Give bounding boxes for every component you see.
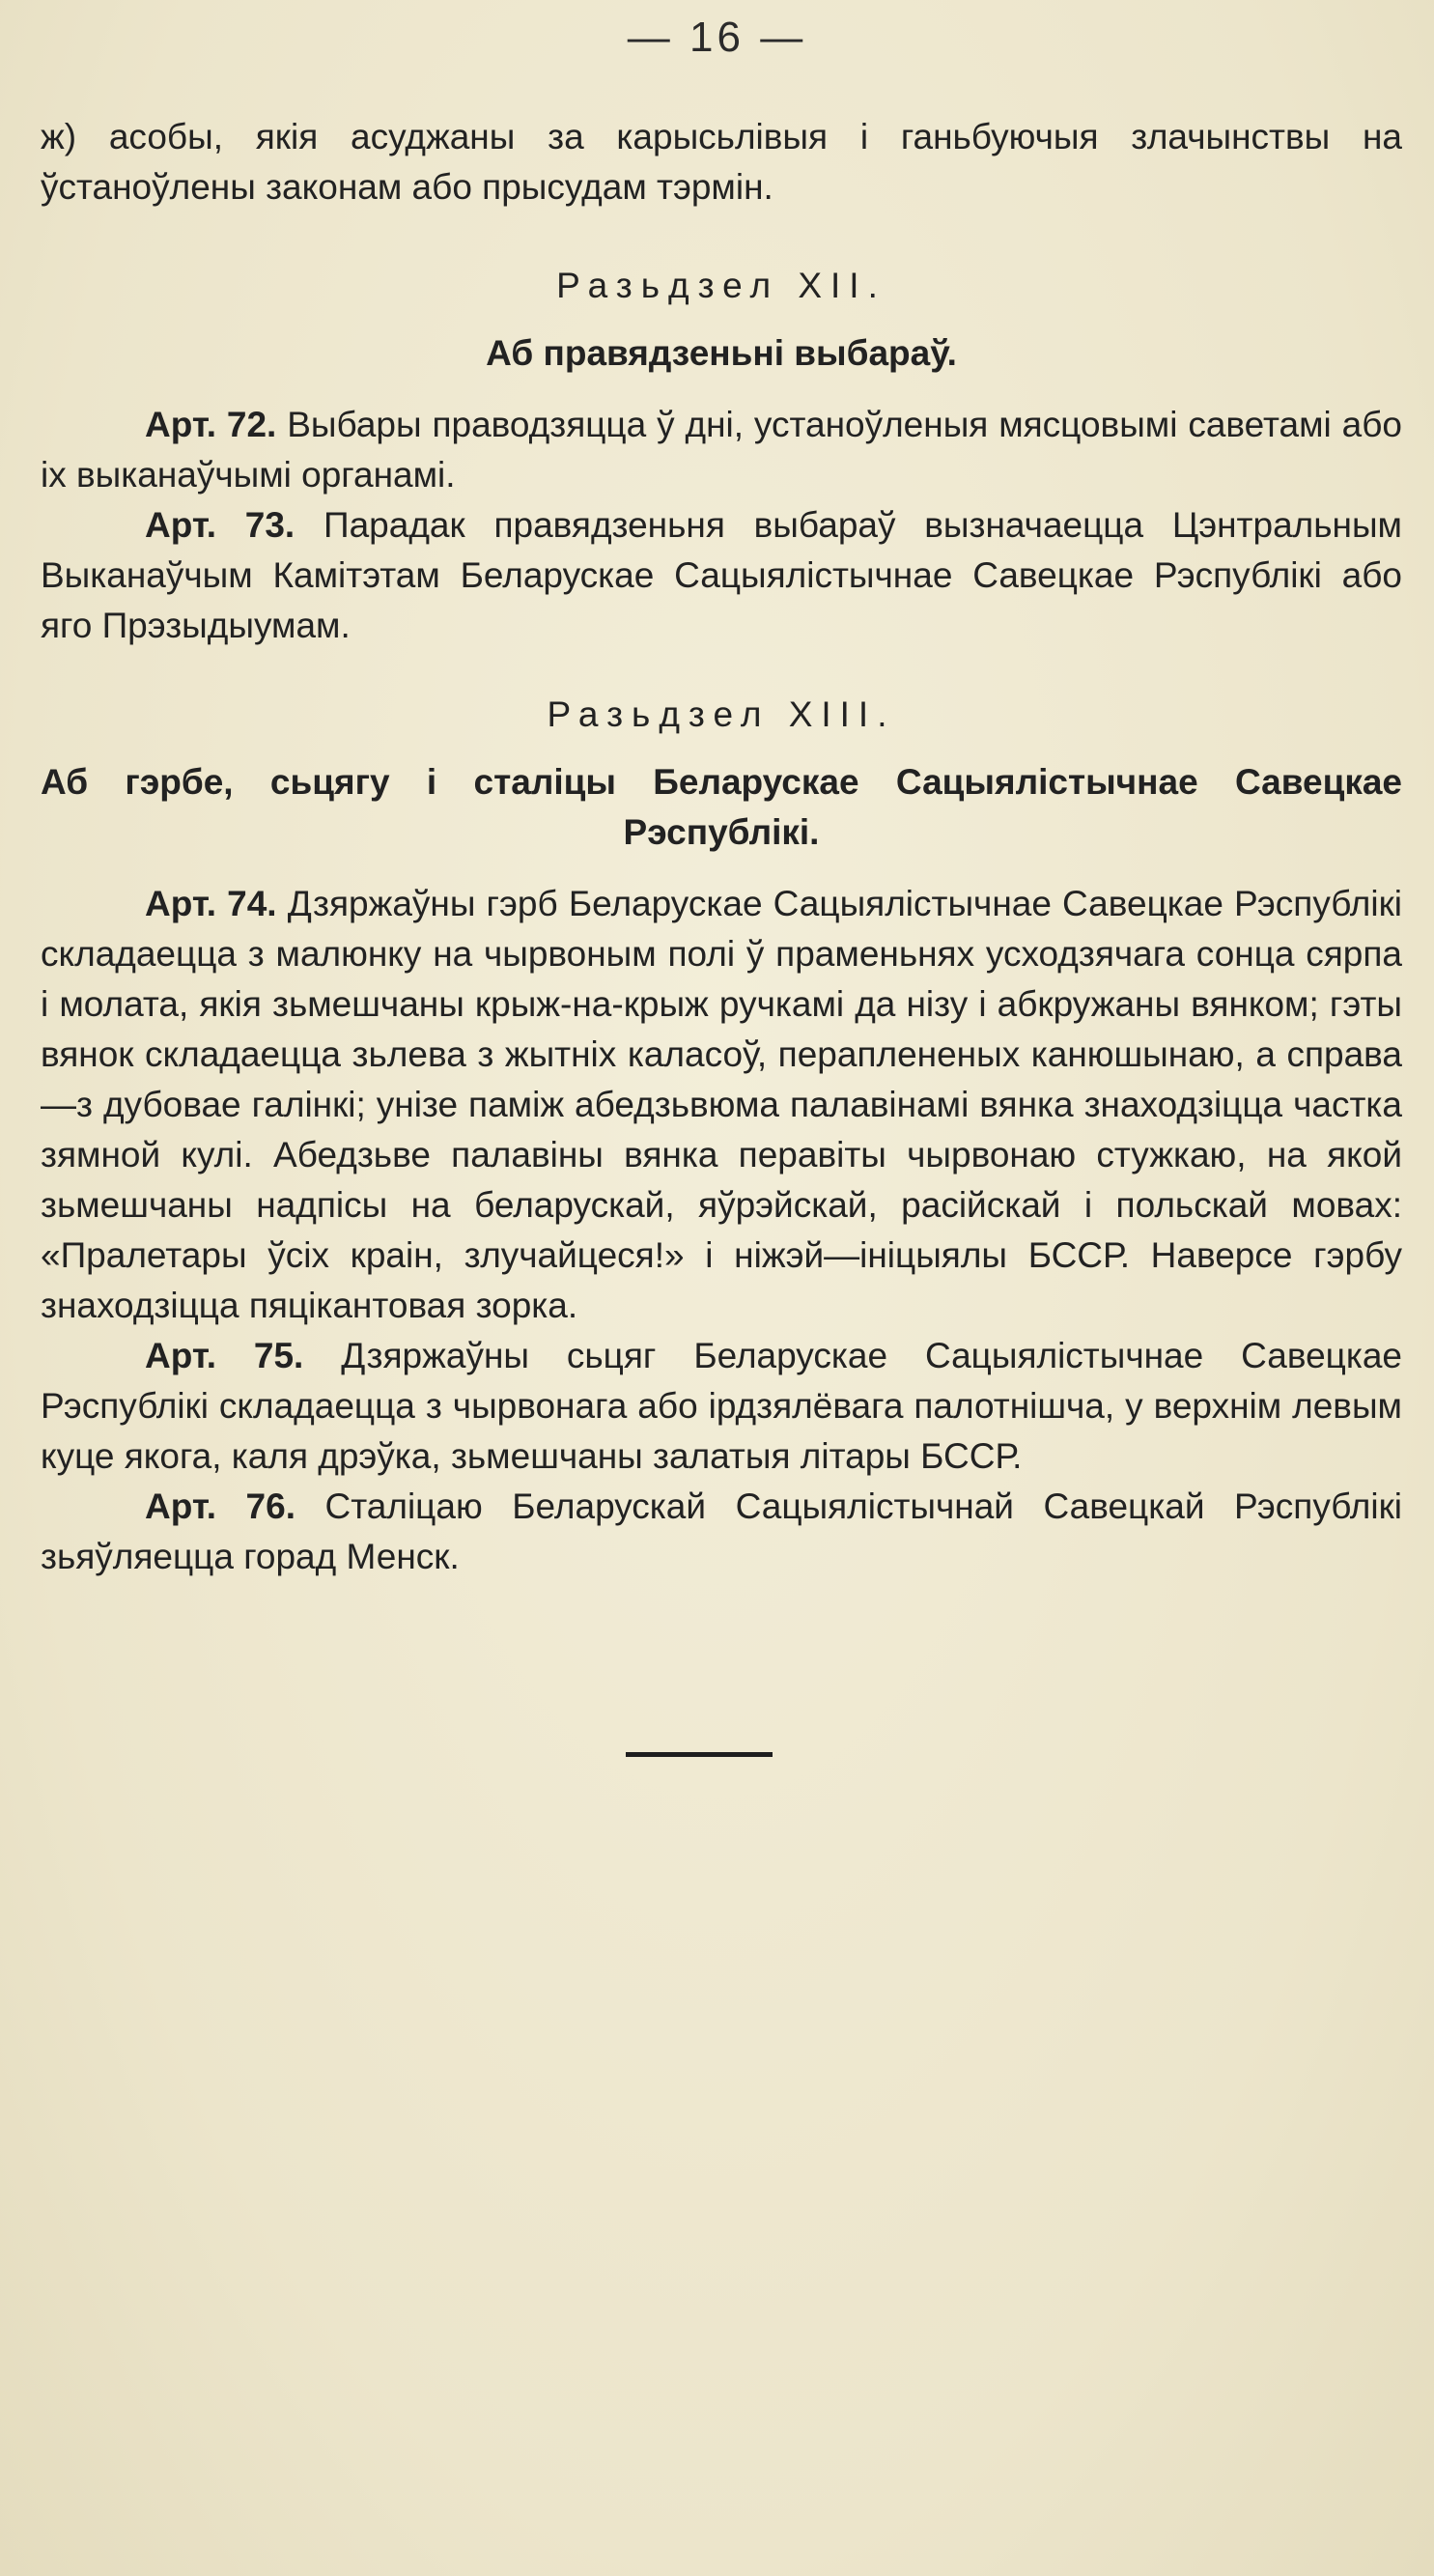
article-72-label: Арт. 72. <box>145 405 277 444</box>
article-76-text: Сталіцаю Беларускай Сацыялістычнай Савецкай Рэспублікі зьяўляецца горад Менск. <box>41 1486 1402 1576</box>
section-xii-title: Аб правядзеньні выбараў. <box>486 333 957 373</box>
article-73-text: Парадак правядзеньня выбараў вызначаецца Цэнтральным Выканаўчым Камітэтам Беларускае Сацыялістычнае Савецкае Рэспублікі або яго Прэзыдыумам. <box>41 505 1402 645</box>
article-74-label: Арт. 74. <box>145 884 277 923</box>
page-number: — 16 — <box>627 14 807 61</box>
article-74-text: Дзяржаўны гэрб Беларускае Сацыялістычнае Савецкае Рэспублікі складаецца з малюнку на чырвоным полі ў праменьнях усходзячага сонца сярпа і молата, якія зьмешчаны крыж-на-крыж ручкамі да нізу і абкружаны вянком; гэты вянок складаецца зьлева з жытніх каласоў, пераплененых канюшынаю, а справа—з дубовае галінкі; унізе паміж абедзьвюма палавінамі вянка знаходзіцца частка зямной кулі. Абедзьве палавіны вянка перавіты чырвонаю стужкаю, на якой зьмешчаны надпісы на беларускай, яўрэйскай, расійскай і польскай мовах: «Пралетары ўсіх краін, злучайцеся!» і ніжэй—ініцыялы БССР. Наверсе гэрбу знаходзіцца пяцікантовая зорка. <box>41 884 1403 1325</box>
article-73-label: Арт. 73. <box>145 505 295 545</box>
article-75 <box>41 1331 1402 1482</box>
article-76 <box>41 1482 1402 1582</box>
article-76-label: Арт. 76. <box>145 1486 295 1526</box>
document-body <box>41 112 1402 1582</box>
article-72-text: Выбары праводзяцца ў дні, устаноўленыя мясцовымі саветамі або іх выканаўчымі органамі. <box>41 405 1402 495</box>
article-72 <box>41 400 1402 500</box>
section-xii-heading: Разьдзел XII. <box>556 266 886 305</box>
article-73 <box>41 500 1402 651</box>
section-xiii-title: Аб гэрбе, сьцягу і сталіцы Беларускае Сацыялістычнае Савецкае Рэспублікі. <box>41 762 1402 852</box>
article-75-label: Арт. 75. <box>145 1336 304 1375</box>
article-75-text: Дзяржаўны сьцяг Беларускае Сацыялістычнае Савецкае Рэспублікі складаецца з чырвонага або ірдзялёвага палотнішча, у верхнім левым куце якога, каля дрэўка, зьмешчаны залатыя літары БССР. <box>41 1336 1402 1476</box>
intro-paragraph: ж) асобы, якія асуджаны за карысьлівыя і ганьбуючыя злачынствы на ўстаноўлены законам або прысудам тэрмін. <box>41 117 1402 207</box>
article-74 <box>41 879 1402 1331</box>
section-xiii-heading: Разьдзел XIII. <box>547 694 896 734</box>
end-rule-divider <box>626 1752 773 1757</box>
